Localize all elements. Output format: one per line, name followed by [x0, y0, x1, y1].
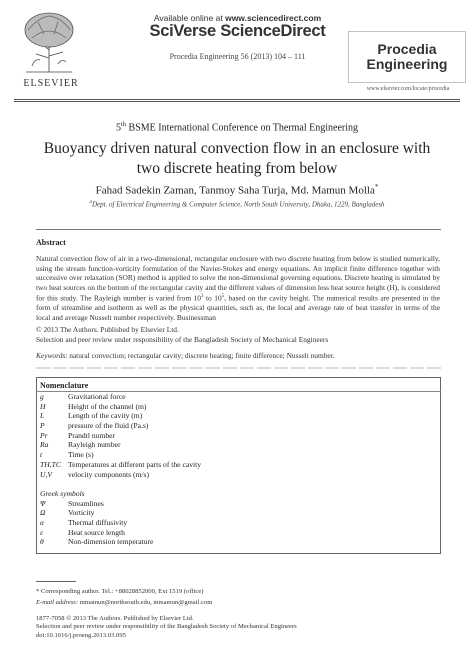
conference-name: BSME International Conference on Thermal Engineering: [126, 122, 359, 134]
nomenclature-list: [40, 392, 435, 547]
greek-symbol-description: Thermal diffusivity: [68, 517, 128, 527]
affiliation-mark: a: [89, 200, 92, 205]
nomenclature-description: Height of the channel (m): [68, 401, 147, 411]
nomenclature-symbol: P: [40, 421, 45, 431]
abstract-text-part2: to 10: [203, 293, 222, 303]
abstract-heading: Abstract: [36, 238, 66, 247]
nomenclature-symbol: H: [40, 401, 46, 411]
selection-line: Selection and peer review under responsibility of the Bangladesh Society of Mechanical Engineers: [36, 623, 297, 631]
greek-symbol-symbol: Ψ: [40, 498, 46, 508]
nomenclature-description: Prandtl number: [68, 430, 116, 440]
header-rule-bottom: [14, 101, 460, 102]
greek-symbol-symbol: ε: [40, 527, 43, 537]
publisher-name: ELSEVIER: [23, 78, 79, 89]
greek-symbol-row: [40, 537, 435, 547]
nomenclature-symbol: Pr: [40, 430, 48, 440]
nomenclature-row: [40, 440, 435, 450]
nomenclature-heading: Nomenclature: [40, 381, 89, 390]
nomenclature-description: pressure of the fluid (Pa.s): [68, 421, 149, 431]
sciencedirect-url[interactable]: www.sciencedirect.com: [225, 13, 322, 23]
journal-citation: Procedia Engineering 56 (2013) 104 – 111: [169, 52, 306, 61]
journal-name: [348, 42, 466, 72]
greek-symbol-description: Vorticity: [68, 508, 95, 518]
abstract-top-rule: [36, 229, 441, 230]
nomenclature-row: [40, 421, 435, 431]
conference-ordinal-suffix: th: [120, 121, 127, 128]
author-list: Fahad Sadekin Zaman, Tanmoy Saha Turja, Md. Mamun Molla: [95, 184, 375, 197]
nomenclature-symbol: g: [40, 392, 44, 401]
email-addresses[interactable]: mmamun@northsouth.edu, mmamun@gmail.com: [78, 599, 213, 606]
header-rule-top: [14, 99, 460, 100]
nomenclature-description: Length of the cavity (m): [68, 411, 143, 421]
bottom-publication-info: [36, 615, 436, 640]
keywords-line: [36, 351, 446, 360]
corresponding-mark: *: [374, 183, 379, 191]
copyright-line: © 2013 The Authors. Published by Elsevier Ltd.: [36, 325, 179, 334]
platform-name: SciVerse ScienceDirect: [149, 22, 326, 40]
nomenclature-row: [40, 411, 435, 421]
nomenclature-description: Time (s): [68, 450, 94, 460]
abstract-exponent-2: 5: [221, 294, 225, 300]
greek-symbol-symbol: Ω: [40, 508, 46, 518]
nomenclature-description: Gravitational force: [68, 392, 126, 401]
nomenclature-row: [40, 431, 435, 441]
greek-symbols-heading: Greek symbols: [40, 488, 85, 498]
affiliation-text: Dept. of Electrical Engineering & Computer Science, North South University, Dhaka, 1229, Bangladesh: [91, 200, 385, 209]
greek-symbol-symbol: θ: [40, 537, 44, 547]
abstract-body: [36, 254, 440, 323]
available-online-prefix: Available online at: [153, 13, 223, 23]
greek-symbol-symbol: α: [40, 517, 44, 527]
journal-url[interactable]: www.elsevier.com/locate/procedia: [366, 86, 450, 92]
footnote-rule: [36, 581, 76, 582]
greek-symbol-description: Streamlines: [68, 498, 104, 508]
issn-line: 1877-7058 © 2013 The Authors. Published by Elsevier Ltd.: [36, 615, 194, 622]
keywords-label: Keywords: [36, 351, 66, 360]
conference-ordinal: 5: [115, 122, 121, 134]
greek-symbol-description: Heat source length: [68, 527, 125, 537]
journal-header: [0, 0, 474, 102]
abstract-text-part3: , based on the cavity height. The numerical results are presented in the form of streamline and isotherm as well as the physical quantities, such as, the local and average rate of heat transfer in terms of the local and average Nusselt number respectively. Businessman: [36, 293, 441, 323]
abstract-text-part1: Natural convection flow of air in a two-dimensional, rectangular enclosure with two discrete heating from below is studied numerically, using the stream function-vorticity formulation of the Navier-Stokes and energy equations. An implicit finite difference together with successive over relaxation (SOR) method is applied to solve the non-dimensional governing equations. Discrete heating is simulated by two heat sources on the bottom of the rectangular cavity and the different values of dimension less heat source height (H), is considered for this study. The Rayleigh number is varied from 10: [36, 254, 440, 303]
greek-symbol-description: Non-dimension temperature: [68, 537, 154, 547]
affiliation-line: [0, 200, 474, 208]
elsevier-tree-logo-icon: [18, 10, 80, 74]
nomenclature-symbol: U,V: [40, 469, 53, 479]
conference-line: [0, 121, 474, 133]
copyright-block: [36, 325, 440, 345]
nomenclature-symbol: t: [40, 450, 43, 460]
nomenclature-row: [40, 450, 435, 460]
nomenclature-row: [40, 460, 435, 470]
doi-line[interactable]: doi:10.1016/j.proeng.2013.03.095: [36, 631, 126, 639]
peer-review-line: Selection and peer review under responsibility of the Bangladesh Society of Mechanical Engineers: [36, 334, 329, 344]
authors-line: [0, 183, 474, 197]
abstract-exponent-1: 3: [201, 294, 204, 300]
nomenclature-description: Rayleigh number: [68, 440, 121, 450]
greek-symbol-row: [40, 499, 435, 509]
nomenclature-row: [40, 392, 435, 402]
keywords-text: : natural convection; rectangular cavity; discrete heating; finite difference; Nusselt number.: [65, 351, 335, 360]
greek-symbol-row: [40, 518, 435, 528]
nomenclature-row: [40, 470, 435, 480]
nomenclature-description: velocity components (m/s): [68, 469, 149, 479]
email-label: E-mail address:: [36, 599, 79, 606]
nomenclature-symbol: Ra: [40, 440, 49, 450]
nomenclature-symbol: L: [40, 411, 45, 421]
nomenclature-spacer: [40, 479, 435, 489]
article-title: Buoyancy driven natural convection flow in an enclosure with two discrete heating from below: [43, 140, 431, 177]
greek-symbol-row: [40, 528, 435, 538]
greek-symbol-row: [40, 508, 435, 518]
keywords-dashed-rule: [36, 366, 442, 370]
email-note: [36, 599, 212, 606]
nomenclature-description: Temperatures at different parts of the cavity: [68, 459, 202, 469]
corresponding-author-note: * Corresponding author. Tel.: +88028852000, Ext 1519 (office): [36, 588, 204, 595]
journal-name-line1: Procedia: [377, 41, 437, 57]
nomenclature-row: [40, 402, 435, 412]
journal-name-line2: Engineering: [366, 56, 448, 72]
nomenclature-symbol: TH,TC: [40, 459, 61, 469]
